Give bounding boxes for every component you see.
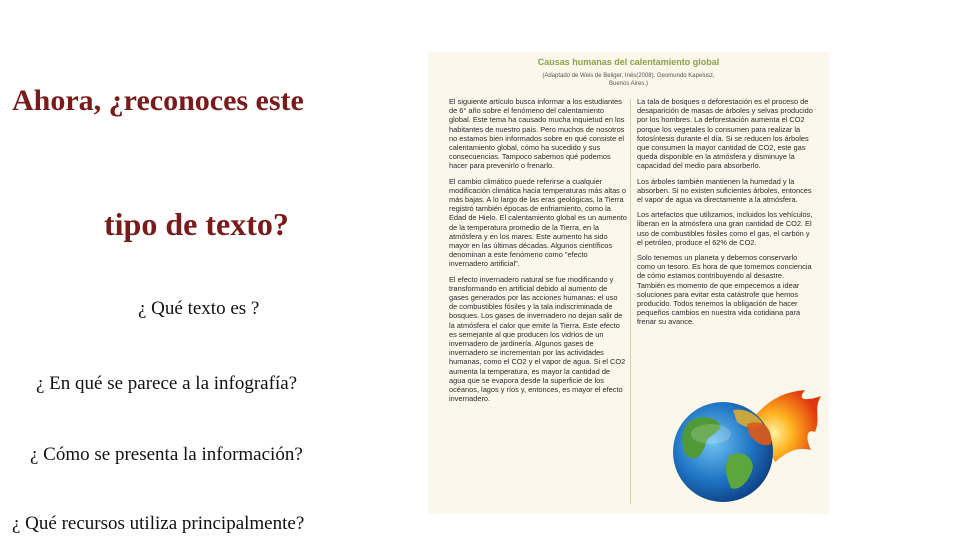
slide-title-line2: tipo de texto? [104,206,289,242]
question-3: ¿ Cómo se presenta la información? [30,444,303,465]
globe-on-fire-icon [635,388,825,508]
question-1: ¿ Qué texto es ? [138,298,260,319]
burning-globe-illustration [635,388,825,508]
article-source-line2: Buenos Aires.) [608,81,649,87]
article-source [429,72,828,88]
article-title: Causas humanas del calentamiento global [537,57,720,67]
column-divider [630,99,631,504]
article-image [429,53,828,513]
article-right-column [637,97,813,333]
article-paragraph: La tala de bosques o deforestación es el proceso de desaparición de masas de árboles y selvas producido por los hombres. La deforestación aumenta el CO2 porque los vegetales lo consumen para realizar la fotosíntesis durante el día. Si se reducen los árboles que consumen la mayor cantidad de CO2, este gas queda disponible en la atmósfera y disminuye la capacidad del medio para absorberlo. [637,97,813,171]
article-paragraph: El cambio climático puede referirse a cualquier modificación climática hacia temperaturas más altas o más bajas. A lo largo de las eras geológicas, la Tierra registró también épocas de enfriamiento, como la Edad de Hielo. El calentamiento global es un aumento de la temperatura promedio de la Tierra, en la atmósfera y en los mares. Este aumento ha sido mayor en las últimas décadas. Algunos científicos denominan a este fenómeno como "efecto invernadero artificial". [449,176,627,269]
question-4: ¿ Qué recursos utiliza principalmente? [12,513,305,534]
article-paragraph: Solo tenemos un planeta y debemos conservarlo como un tesoro. Es hora de que tomemos conciencia de cómo estamos contribuyendo al desastre. También es momento de que empecemos a idear soluciones para evitar esta catástrofe que hemos producido. Todos tenemos la obligación de hacer pequeños cambios en nuestra vida cotidiana para frenar su avance. [637,253,812,327]
slide-title-line1: Ahora, ¿reconoces este [12,84,304,117]
article-source-line1: (Adaptado de Weis de Beliger, Inés(2008). Geomundo Kapelusz, [542,73,715,79]
article-left-column [449,97,627,410]
question-2: ¿ En qué se parece a la infografía? [36,373,298,394]
article-paragraph: El efecto invernadero natural se fue modificando y transformando en artificial debido al aumento de gases generados por las acciones humanas: el uso de combustibles fósiles y la tala indiscriminada de bosques. Los gases de invernadero no dejan salir de la atmósfera el calor que emite la Tierra. Este efecto es semejante al que producen los vidrios de un invernadero de jardinería. Algunos gases de invernadero se incrementan por las actividades humanas, como el CO2 y el vapor de agua. Si el CO2 aumenta la temperatura, es mayor la cantidad de agua que se evapora desde la superficie de los océanos, lagos y ríos y, entonces, es mayor el efecto invernadero. [449,274,626,404]
article-paragraph: Los árboles también mantienen la humedad y la absorben. Si no existen suficientes árboles, entonces el vapor de agua va directamente a la atmósfera. [637,176,812,205]
article-paragraph: Los artefactos que utilizamos, incluidos los vehículos, liberan en la atmósfera una gran cantidad de CO2. El uso de combustibles fósiles como el gas, el carbón y el petróleo, produce el 62% de CO2. [637,210,813,247]
article-paragraph: El siguiente artículo busca informar a los estudiantes de 6° año sobre el fenómeno del calentamiento global. Este tema ha causado mucha inquietud en los habitantes de nuestro país. Pero muchos de nosotros no estamos bien informados sobre en qué consiste el calentamiento global, cómo ha sucedido y sus consecuencias. Tampoco sabemos qué podemos hacer para prevenirlo o frenarlo. [449,97,625,171]
